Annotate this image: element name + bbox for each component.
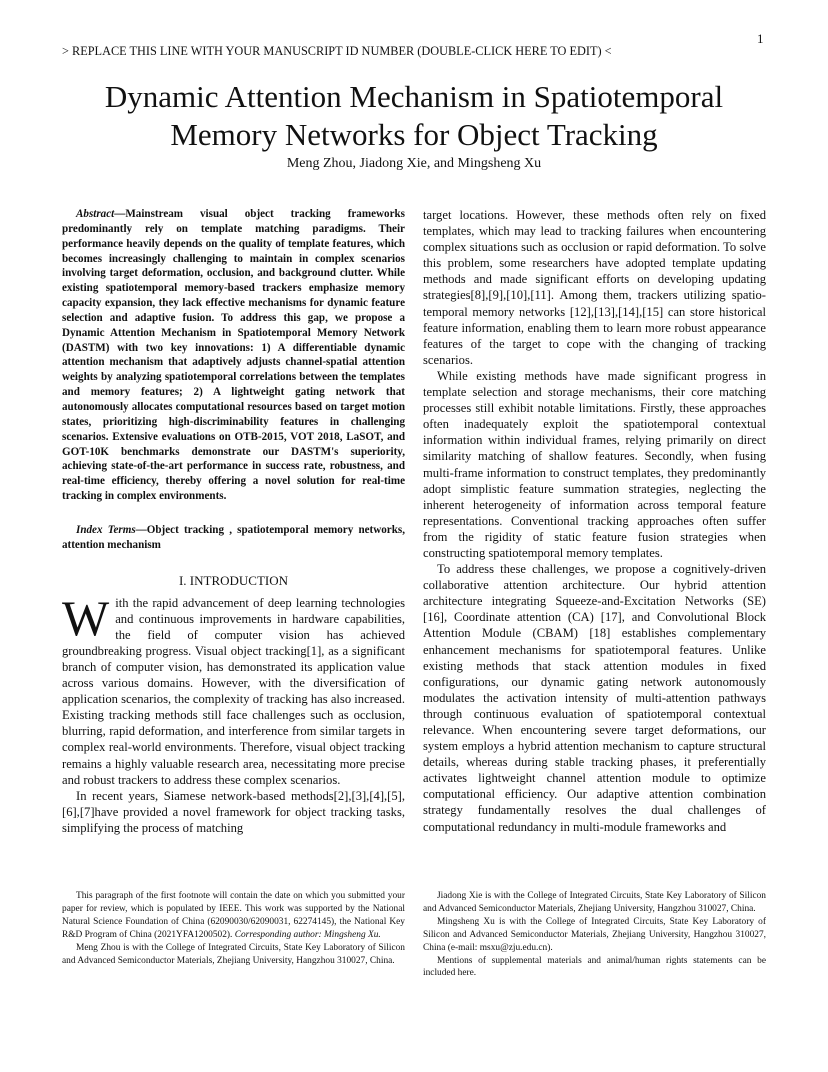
footnote-author-xie: Jiadong Xie is with the College of Integrated Circuits, State Key Laboratory of Silicon and Advanced Semiconductor Materials, Zhejiang University, Hangzhou 310027, China.: [423, 891, 766, 914]
title-line-2: Memory Networks for Object Tracking: [170, 117, 658, 152]
paper-title: [40, 78, 788, 154]
section-heading-introduction: I. INTRODUCTION: [178, 572, 289, 588]
left-column: [62, 207, 405, 836]
intro-paragraph-1: [62, 589, 405, 788]
intro-paragraph-1-text: ith the rapid advancement of deep learning technologies and continuous improvements in hardware capabilities, the field of computer vision has achieved groundbreaking progress. Visual object tracking[1], as a significant branch of computer vision, has demonstrated its application value across various domains. However, with the diversification of application scenarios, the complexity of tracking has also increased. Existing tracking methods still face challenges such as occlusion, blurring, rapid deformation, and interference from similar targets in complex real-world environments. Therefore, visual object tracking remains a highly valuable research area, necessitating more precise and robust trackers to address these complex scenarios.: [62, 595, 405, 787]
author-list: Meng Zhou, Jiadong Xie, and Mingsheng Xu: [286, 156, 542, 171]
right-column: [423, 207, 766, 835]
footnote-supplemental: Mentions of supplemental materials and animal/human rights statements can be included here.: [423, 955, 766, 979]
index-terms-text: —Object tracking , spatiotemporal memory networks, attention mechanism: [62, 523, 405, 551]
abstract-label: Abstract: [76, 208, 115, 220]
title-line-1: Dynamic Attention Mechanism in Spatiotemporal: [104, 79, 724, 114]
footnote-author-zhou: Meng Zhou is with the College of Integrated Circuits, State Key Laboratory of Silicon and Advanced Semiconductor Materials, Zhejiang University, Hangzhou 310027, China.: [62, 942, 405, 966]
footnotes-right: [423, 890, 766, 980]
abstract-text: —Mainstream visual object tracking frameworks predominantly rely on template matching paradigms. Their performance heavily depends on the quality of template features, which becomes increasingly challenging to maintain in complex scenarios involving target deformation, occlusion, and background clutter. While existing spatiotemporal memory-based trackers emphasize memory capacity expansion, they lack effective mechanisms for dynamic feature selection and adaptive fusion. To address this gap, we propose a Dynamic Attention Mechanism in Spatiotemporal Memory Network (DASTM) with two key innovations: 1) A differentiable dynamic attention mechanism that adaptively adjusts channel-spatial attention weights by analyzing spatiotemporal correlations between the templates and memory features; 2) A lightweight gating network that autonomously allocates computational resources based on target motion states, prioritizing high-discriminability features in challenging scenarios. Extensive evaluations on OTB-2015, VOT 2018, LaSOT, and GOT-10K benchmarks demonstrate our DASTM's superiority, achieving state-of-the-art performance in success rate, robustness, and real-time efficiency, thereby offering a novel solution for real-time tracking in complex environments.: [62, 208, 405, 503]
intro-paragraph-4: To address these challenges, we propose a cognitively-driven collaborative attention architecture. Our hybrid attention architecture integrating Squeeze-and-Excitation Networks (SE)[16], Coordinate attention (CA) [17], and Convolutional Block Attention Module (CBAM) [18] establishes complementary enhancement mechanisms for spatiotemporal features. Unlike existing methods that stack attention modules in fixed configurations, our dynamic gating network autonomously modulates the activation intensity of multi-attention pathways through continuous evaluation of spatiotemporal contextual relevance. When encountering severe target deformations, our system employs a hybrid attention mechanism to capture structural details, whereas during stable tracking phases, it preferentially activates lightweight channel attention module to optimize computational efficiency. Our adaptive attention combination strategy fundamentally resolves the dual challenges of computational redundancy in multi-module frameworks and: [423, 562, 766, 834]
intro-paragraph-2: In recent years, Siamese network-based methods[2],[3],[4],[5],[6],[7]have provided a novel framework for object tracking tasks, simplifying the process of matching: [62, 788, 405, 835]
footnote-corresponding-author: Corresponding author: Mingsheng Xu.: [234, 929, 381, 940]
page-number: 1: [757, 31, 764, 46]
footnote-author-xu: Mingsheng Xu is with the College of Integrated Circuits, State Key Laboratory of Silicon and Advanced Semiconductor Materials, Zhejiang University, Hangzhou 310027, China (e-mail: msxu@zju.edu.cn).: [423, 916, 766, 953]
manuscript-header: > REPLACE THIS LINE WITH YOUR MANUSCRIPT ID NUMBER (DOUBLE-CLICK HERE TO EDIT) <: [62, 44, 612, 58]
footnote-submission: [62, 890, 405, 942]
index-terms: [62, 523, 405, 553]
intro-paragraph-3: While existing methods have made significant progress in template selection and storage mechanisms, their core matching processes still exhibit notable limitations. Firstly, these approaches often inadequately exploit the spatiotemporal contextual information within individual frames, relying primarily on direct similarity matching of shallow features. Secondly, when fusing multi-frame information to construct templates, they predominantly adopt simplistic feature summation strategies, neglecting the inherent heterogeneity of information across temporal feature representations. Conventional tracking approaches often suffer from the rigidity of static feature fusion strategies when constructing spatiotemporal memory templates.: [423, 368, 766, 560]
footnote-submission-text: This paragraph of the first footnote will contain the date on which you submitted your paper for review, which is populated by IEEE. This work was supported by the National Natural Science Foundation of China (62090030/62090031, 62274145), the National Key R&D Program of China (2021YFA1200502).: [62, 891, 405, 940]
footnotes-left: [62, 890, 405, 967]
intro-paragraph-2-continued: target locations. However, these methods often rely on fixed templates, which may lead to tracking failures when encountering complex situations such as occlusion or rapid deformation. To solve this problem, some researchers have adopted template updating methods and made significant efforts on developing updating strategies[8],[9],[10],[11]. Among them, trackers utilizing spatio-temporal memory networks [12],[13],[14],[15] can store historical feature information, enabling them to learn more robust appearance features of the target to cope with the changing of tracking scenarios.: [423, 208, 766, 367]
index-terms-label: Index Terms: [76, 523, 136, 536]
abstract: [62, 207, 405, 504]
drop-cap: W: [62, 589, 110, 646]
